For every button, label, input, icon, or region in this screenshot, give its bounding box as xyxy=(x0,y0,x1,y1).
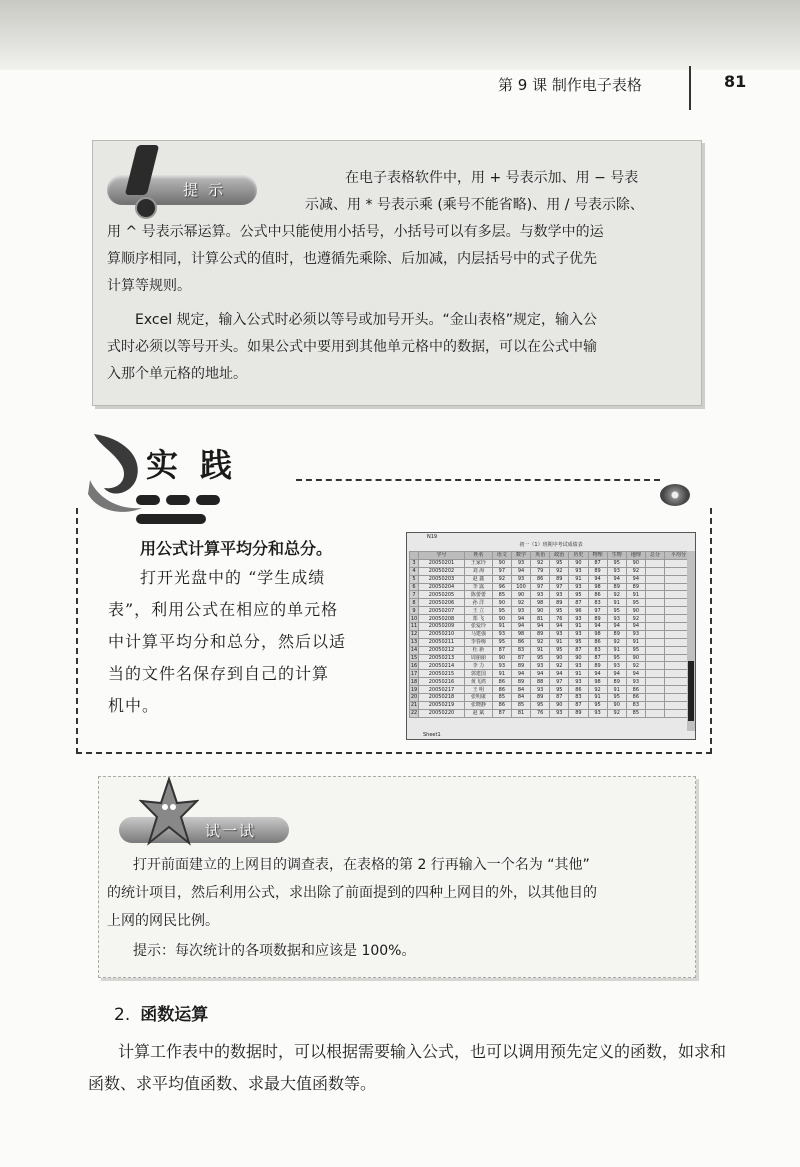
table-cell: 杜 新 xyxy=(464,646,492,654)
table-cell: 94 xyxy=(626,623,645,631)
table-cell: 周丽丽 xyxy=(464,654,492,662)
spreadsheet-screenshot xyxy=(406,532,696,740)
column-header: 总分 xyxy=(645,552,664,560)
table-cell: 95 xyxy=(531,654,550,662)
table-cell: 李 力 xyxy=(464,662,492,670)
table-cell: 93 xyxy=(626,678,645,686)
table-cell xyxy=(645,662,664,670)
table-cell: 陈蕾蕾 xyxy=(464,591,492,599)
table-cell: 93 xyxy=(607,615,626,623)
table-cell: 76 xyxy=(550,615,569,623)
column-header: 政治 xyxy=(550,552,569,560)
practice-line: 打开光盘中的 “学生成绩 xyxy=(140,568,326,587)
table-row: 5 20050203 赵 鑫 92 93 86 89 91 94 94 94 xyxy=(410,575,693,583)
table-cell: 98 xyxy=(511,630,530,638)
table-cell: 孙 洋 xyxy=(464,599,492,607)
table-cell: 95 xyxy=(550,607,569,615)
table-row: 4 20050202 刘 海 97 94 79 92 93 89 93 92 xyxy=(410,567,693,575)
table-cell: 87 xyxy=(569,646,588,654)
table-row: 17 20050215 郭建国 91 94 94 94 91 94 94 94 xyxy=(410,670,693,678)
table-cell: 94 xyxy=(588,670,607,678)
practice-line: 中计算平均分和总分，然后以适 xyxy=(108,632,347,651)
tip-line: 入那个单元格的地址。 xyxy=(107,366,247,382)
table-cell: 李春梅 xyxy=(464,638,492,646)
table-cell: 张爱玲 xyxy=(464,623,492,631)
table-cell: 94 xyxy=(607,670,626,678)
table-cell: 98 xyxy=(588,630,607,638)
table-cell: 87 xyxy=(569,701,588,709)
table-cell: 87 xyxy=(492,709,511,717)
column-header: 物理 xyxy=(588,552,607,560)
table-cell: 93 xyxy=(569,678,588,686)
table-cell: 85 xyxy=(511,701,530,709)
table-cell: 20050203 xyxy=(419,575,465,583)
table-row: 11 20050209 张爱玲 91 94 94 94 91 94 94 94 xyxy=(410,623,693,631)
table-cell: 90 xyxy=(492,559,511,567)
table-cell: 86 xyxy=(492,678,511,686)
table-cell: 90 xyxy=(569,654,588,662)
table-cell: 97 xyxy=(531,583,550,591)
table-cell: 95 xyxy=(607,654,626,662)
table-row: 15 20050213 周丽丽 90 87 95 90 90 87 95 90 xyxy=(410,654,693,662)
table-cell: 94 xyxy=(550,670,569,678)
column-header: 学号 xyxy=(419,552,465,560)
cd-icon xyxy=(660,484,690,506)
table-cell: 90 xyxy=(550,701,569,709)
tip-line: 计算等规则。 xyxy=(107,278,191,294)
table-cell: 94 xyxy=(511,567,530,575)
table-row: 6 20050204 李 露 96 100 97 97 93 98 89 89 xyxy=(410,583,693,591)
scroll-thumb xyxy=(688,661,694,721)
table-cell: 94 xyxy=(626,670,645,678)
table-cell: 85 xyxy=(626,709,645,717)
table-cell: 98 xyxy=(588,678,607,686)
table-cell: 86 xyxy=(626,686,645,694)
table-cell: 20050204 xyxy=(419,583,465,591)
table-row: 21 20050219 张晓静 86 85 95 90 87 95 90 83 xyxy=(410,701,693,709)
table-cell xyxy=(645,591,664,599)
table-cell: 86 xyxy=(492,686,511,694)
table-cell: 王家玲 xyxy=(464,559,492,567)
practice-line: 当的文件名保存到自己的计算 xyxy=(108,664,330,683)
table-cell: 90 xyxy=(569,559,588,567)
table-cell: 95 xyxy=(626,646,645,654)
try-hint: 提示：每次统计的各项数据和应该是 100%。 xyxy=(133,943,416,959)
table-cell: 83 xyxy=(588,646,607,654)
table-cell: 89 xyxy=(588,615,607,623)
table-cell: 93 xyxy=(492,630,511,638)
table-cell: 94 xyxy=(588,623,607,631)
table-cell xyxy=(645,583,664,591)
table-cell: 张明康 xyxy=(464,694,492,702)
table-cell: 90 xyxy=(511,591,530,599)
table-cell: 89 xyxy=(531,694,550,702)
table-cell: 92 xyxy=(531,638,550,646)
table-cell: 20050217 xyxy=(419,686,465,694)
scrollbar xyxy=(687,551,695,731)
grade-table xyxy=(409,551,693,718)
table-cell: 87 xyxy=(569,599,588,607)
table-cell: 98 xyxy=(531,599,550,607)
table-cell: 94 xyxy=(607,623,626,631)
table-cell: 95 xyxy=(607,607,626,615)
table-cell: 94 xyxy=(626,575,645,583)
table-cell: 89 xyxy=(607,630,626,638)
tip-line: 用 ^ 号表示幂运算。公式中只能使用小括号，小括号可以有多层。与数学中的运 xyxy=(107,224,604,240)
table-cell xyxy=(645,615,664,623)
table-cell: 95 xyxy=(550,559,569,567)
practice-line: 机中。 xyxy=(108,696,160,715)
table-cell: 97 xyxy=(492,567,511,575)
try-badge-label: 试一试 xyxy=(205,822,257,840)
try-line: 打开前面建立的上网目的调查表，在表格的第 2 行再输入一个名为 “其他” xyxy=(133,857,590,873)
table-row: 12 20050210 马建强 93 98 89 93 93 98 89 93 xyxy=(410,630,693,638)
table-cell: 91 xyxy=(569,623,588,631)
table-cell: 96 xyxy=(492,583,511,591)
table-cell: 89 xyxy=(531,630,550,638)
table-cell: 20050207 xyxy=(419,607,465,615)
column-header: 语文 xyxy=(492,552,511,560)
table-cell: 王 明 xyxy=(464,686,492,694)
table-cell: 92 xyxy=(588,686,607,694)
table-cell xyxy=(645,686,664,694)
table-cell: 86 xyxy=(626,694,645,702)
table-cell xyxy=(645,709,664,717)
table-row: 3 20050201 王家玲 90 93 92 95 90 87 95 90 xyxy=(410,559,693,567)
table-cell: 85 xyxy=(492,591,511,599)
table-cell: 83 xyxy=(569,694,588,702)
table-cell: 93 xyxy=(569,567,588,575)
table-cell: 92 xyxy=(492,575,511,583)
table-cell xyxy=(645,654,664,662)
tip-line: 在电子表格软件中，用 + 号表示加、用 − 号表 xyxy=(345,170,639,186)
table-cell xyxy=(645,607,664,615)
table-cell: 95 xyxy=(492,638,511,646)
table-cell: 87 xyxy=(511,654,530,662)
table-row: 18 20050216 黄飞鸿 86 89 88 97 93 98 89 93 xyxy=(410,678,693,686)
table-cell: 89 xyxy=(511,678,530,686)
table-cell xyxy=(645,559,664,567)
table-cell: 93 xyxy=(511,607,530,615)
table-cell: 92 xyxy=(607,709,626,717)
table-cell xyxy=(645,646,664,654)
table-cell: 98 xyxy=(588,583,607,591)
table-cell: 93 xyxy=(607,662,626,670)
lesson-title: 第 9 课 制作电子表格 xyxy=(498,76,642,94)
table-cell: 94 xyxy=(531,670,550,678)
table-cell: 90 xyxy=(492,615,511,623)
table-cell: 95 xyxy=(550,686,569,694)
table-cell: 97 xyxy=(550,583,569,591)
table-cell xyxy=(645,623,664,631)
tip-line: 示减、用 * 号表示乘 (乘号不能省略)、用 / 号表示除、 xyxy=(305,197,644,213)
table-cell: 93 xyxy=(511,559,530,567)
table-cell: 92 xyxy=(607,638,626,646)
table-cell: 86 xyxy=(492,701,511,709)
try-line: 上网的网民比例。 xyxy=(107,913,219,929)
table-row: 9 20050207 王 立 95 93 90 95 96 97 95 90 xyxy=(410,607,693,615)
table-cell: 93 xyxy=(569,630,588,638)
table-cell: 90 xyxy=(550,654,569,662)
table-row: 7 20050205 陈蕾蕾 85 90 93 93 95 86 92 91 xyxy=(410,591,693,599)
tip-line: 式时必须以等号开头。如果公式中要用到其他单元格中的数据，可以在公式中输 xyxy=(107,339,597,355)
table-cell: 79 xyxy=(531,567,550,575)
table-cell: 93 xyxy=(550,709,569,717)
table-cell: 86 xyxy=(588,591,607,599)
table-cell: 20050218 xyxy=(419,694,465,702)
table-cell xyxy=(645,678,664,686)
table-cell: 郭建国 xyxy=(464,670,492,678)
table-cell: 89 xyxy=(607,678,626,686)
table-cell: 91 xyxy=(607,599,626,607)
table-cell: 95 xyxy=(569,638,588,646)
dashed-border-top xyxy=(296,479,660,481)
tip-badge-label: 提示 xyxy=(183,181,234,199)
table-cell: 86 xyxy=(569,686,588,694)
table-cell: 76 xyxy=(531,709,550,717)
cell-reference: N19 xyxy=(427,534,438,540)
table-cell: 90 xyxy=(492,599,511,607)
table-cell xyxy=(645,599,664,607)
table-cell: 89 xyxy=(511,662,530,670)
table-cell: 88 xyxy=(531,678,550,686)
table-cell: 20050216 xyxy=(419,678,465,686)
table-cell: 86 xyxy=(531,575,550,583)
table-cell: 91 xyxy=(626,638,645,646)
table-cell: 20050215 xyxy=(419,670,465,678)
table-cell: 84 xyxy=(511,686,530,694)
table-cell: 87 xyxy=(588,559,607,567)
table-header-row xyxy=(410,552,693,560)
table-cell: 90 xyxy=(607,701,626,709)
table-cell xyxy=(645,567,664,575)
table-cell: 91 xyxy=(626,591,645,599)
table-row: 22 20050220 赵 斌 87 81 76 93 89 93 92 85 xyxy=(410,709,693,717)
table-cell: 赵 鑫 xyxy=(464,575,492,583)
table-cell: 93 xyxy=(569,615,588,623)
table-cell: 94 xyxy=(511,623,530,631)
table-cell: 93 xyxy=(569,662,588,670)
table-cell: 20050205 xyxy=(419,591,465,599)
table-cell: 20050206 xyxy=(419,599,465,607)
table-cell: 94 xyxy=(588,575,607,583)
table-cell: 95 xyxy=(626,599,645,607)
table-cell: 94 xyxy=(511,670,530,678)
table-cell: 91 xyxy=(531,646,550,654)
table-cell: 93 xyxy=(607,567,626,575)
table-row: 20 20050218 张明康 85 84 89 87 83 91 95 86 xyxy=(410,694,693,702)
table-cell: 93 xyxy=(511,575,530,583)
table-cell: 92 xyxy=(607,591,626,599)
table-cell: 91 xyxy=(569,670,588,678)
header-band xyxy=(0,0,800,70)
table-cell: 89 xyxy=(550,599,569,607)
tip-box xyxy=(92,140,702,406)
table-cell: 20050209 xyxy=(419,623,465,631)
table-cell: 89 xyxy=(626,583,645,591)
table-cell: 92 xyxy=(626,662,645,670)
section-heading xyxy=(114,1000,208,1025)
table-cell: 89 xyxy=(588,662,607,670)
tip-line: 算顺序相同，计算公式的值时，也遵循先乘除、后加减，内层括号中的式子优先 xyxy=(107,251,597,267)
table-cell: 93 xyxy=(550,591,569,599)
page-number: 81 xyxy=(724,72,747,91)
practice-line: 表”，利用公式在相应的单元格 xyxy=(108,600,339,619)
section-paragraph: 计算工作表中的数据时，可以根据需要输入公式，也可以调用预先定义的函数，如求和函数、求平均值函数、求最大值函数等。 xyxy=(88,1042,727,1093)
section-number: 2. xyxy=(114,1005,131,1025)
table-cell: 92 xyxy=(550,567,569,575)
table-cell: 83 xyxy=(626,701,645,709)
table-cell: 87 xyxy=(550,694,569,702)
table-row: 10 20050208 郑 飞 90 94 81 76 93 89 93 92 xyxy=(410,615,693,623)
table-cell: 90 xyxy=(626,607,645,615)
table-cell: 91 xyxy=(588,694,607,702)
table-row: 8 20050206 孙 洋 90 92 98 89 87 83 91 95 xyxy=(410,599,693,607)
sheet-tab: Sheet1 xyxy=(423,732,441,738)
table-cell: 84 xyxy=(511,694,530,702)
table-cell: 91 xyxy=(569,575,588,583)
table-cell: 83 xyxy=(588,599,607,607)
table-cell: 91 xyxy=(492,670,511,678)
table-cell: 马建强 xyxy=(464,630,492,638)
practice-title: 实践 xyxy=(146,446,255,484)
table-cell: 90 xyxy=(531,607,550,615)
table-cell: 93 xyxy=(550,630,569,638)
practice-dots xyxy=(136,490,296,504)
table-cell: 89 xyxy=(569,709,588,717)
table-cell: 95 xyxy=(607,559,626,567)
table-cell: 92 xyxy=(531,559,550,567)
column-header: 平均分 xyxy=(665,552,693,560)
table-cell: 92 xyxy=(550,662,569,670)
table-cell: 20050201 xyxy=(419,559,465,567)
table-cell: 90 xyxy=(492,654,511,662)
table-cell: 95 xyxy=(531,701,550,709)
table-cell: 郑 飞 xyxy=(464,615,492,623)
column-header: 历史 xyxy=(569,552,588,560)
table-cell: 94 xyxy=(531,623,550,631)
table-cell: 95 xyxy=(569,591,588,599)
table-cell: 93 xyxy=(588,709,607,717)
table-cell: 81 xyxy=(531,615,550,623)
table-cell xyxy=(645,670,664,678)
section-title: 函数运算 xyxy=(140,1005,209,1025)
table-cell: 20050219 xyxy=(419,701,465,709)
table-cell: 96 xyxy=(569,607,588,615)
table-cell: 93 xyxy=(626,630,645,638)
practice-heading: 用公式计算平均分和总分。 xyxy=(140,539,333,558)
table-cell: 20050212 xyxy=(419,646,465,654)
column-header: 数学 xyxy=(511,552,530,560)
table-cell: 86 xyxy=(511,638,530,646)
table-cell: 83 xyxy=(511,646,530,654)
table-cell: 100 xyxy=(511,583,530,591)
table-cell: 92 xyxy=(626,567,645,575)
table-cell: 89 xyxy=(588,567,607,575)
table-row: 14 20050212 杜 新 87 83 91 95 87 83 91 95 xyxy=(410,646,693,654)
table-cell: 91 xyxy=(550,638,569,646)
table-cell: 91 xyxy=(607,646,626,654)
table-cell: 20050202 xyxy=(419,567,465,575)
table-cell: 95 xyxy=(588,701,607,709)
table-cell: 95 xyxy=(492,607,511,615)
table-cell: 85 xyxy=(492,694,511,702)
table-cell xyxy=(645,701,664,709)
table-row: 13 20050211 李春梅 95 86 92 91 95 86 92 91 xyxy=(410,638,693,646)
table-cell: 89 xyxy=(550,575,569,583)
column-header: 英语 xyxy=(531,552,550,560)
table-cell: 20050214 xyxy=(419,662,465,670)
exclamation-dot-icon xyxy=(135,197,157,219)
table-cell: 87 xyxy=(588,654,607,662)
table-cell xyxy=(645,630,664,638)
table-row: 19 20050217 王 明 86 84 93 95 86 92 91 86 xyxy=(410,686,693,694)
table-cell: 95 xyxy=(550,646,569,654)
table-row: 16 20050214 李 力 93 89 93 92 93 89 93 92 xyxy=(410,662,693,670)
column-header: 生物 xyxy=(607,552,626,560)
table-cell: 93 xyxy=(531,662,550,670)
table-cell: 20050208 xyxy=(419,615,465,623)
column-header: 地理 xyxy=(626,552,645,560)
column-header: 姓名 xyxy=(464,552,492,560)
sheet-title: 初一（1）班期中考试成绩表 xyxy=(519,542,583,548)
tip-line: Excel 规定，输入公式时必须以等号或加号开头。“金山表格”规定，输入公 xyxy=(135,312,598,328)
star-mascot-icon xyxy=(139,777,199,847)
table-cell: 91 xyxy=(607,686,626,694)
table-cell: 20050220 xyxy=(419,709,465,717)
table-cell: 87 xyxy=(492,646,511,654)
table-cell: 20050211 xyxy=(419,638,465,646)
table-cell: 20050213 xyxy=(419,654,465,662)
table-cell xyxy=(645,575,664,583)
table-cell: 81 xyxy=(511,709,530,717)
table-cell: 李 露 xyxy=(464,583,492,591)
table-cell: 91 xyxy=(492,623,511,631)
table-cell: 86 xyxy=(588,638,607,646)
table-cell: 90 xyxy=(626,559,645,567)
table-cell: 94 xyxy=(550,623,569,631)
table-cell: 黄飞鸿 xyxy=(464,678,492,686)
try-line: 的统计项目，然后利用公式，求出除了前面提到的四种上网目的外，以其他目的 xyxy=(107,885,597,901)
table-cell: 93 xyxy=(492,662,511,670)
table-cell: 张晓静 xyxy=(464,701,492,709)
table-cell: 刘 海 xyxy=(464,567,492,575)
table-cell: 94 xyxy=(511,615,530,623)
table-cell: 89 xyxy=(607,583,626,591)
table-cell: 97 xyxy=(588,607,607,615)
table-cell: 20050210 xyxy=(419,630,465,638)
table-cell: 92 xyxy=(626,615,645,623)
table-cell: 赵 斌 xyxy=(464,709,492,717)
table-cell: 92 xyxy=(511,599,530,607)
table-cell: 93 xyxy=(531,686,550,694)
table-cell: 97 xyxy=(550,678,569,686)
table-cell xyxy=(645,638,664,646)
try-box xyxy=(98,776,696,978)
practice-body xyxy=(108,562,378,722)
table-cell: 93 xyxy=(569,583,588,591)
table-cell: 94 xyxy=(607,575,626,583)
header-divider xyxy=(689,66,691,110)
table-cell: 95 xyxy=(607,694,626,702)
table-cell xyxy=(645,694,664,702)
table-cell: 93 xyxy=(531,591,550,599)
table-cell: 王 立 xyxy=(464,607,492,615)
table-cell: 90 xyxy=(626,654,645,662)
